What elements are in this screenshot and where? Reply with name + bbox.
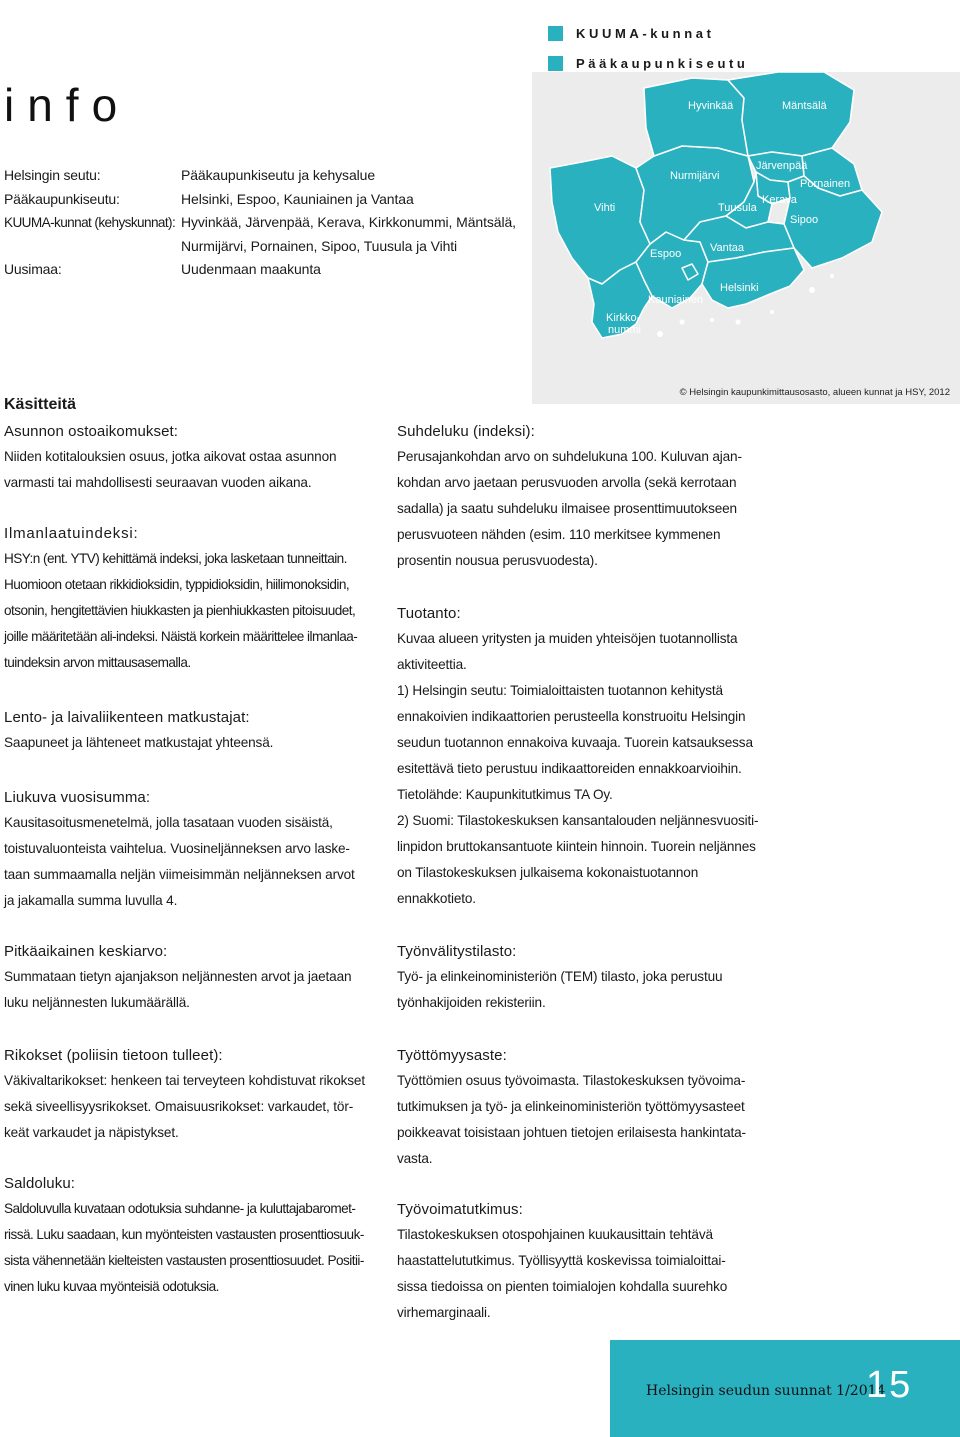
section-intro: Käsitteitä [4, 396, 77, 413]
body-line: luku neljännesten lukumäärällä. [4, 995, 190, 1010]
section-heading: Asunnon ostoaikomukset: [4, 423, 179, 440]
body-line: Perusajankohdan arvo on suhdelukuna 100. Kuluvan ajan- [397, 449, 742, 464]
section-heading: Työttömyysaste: [397, 1047, 507, 1064]
section-asunnon-ostoaikomukset [4, 420, 384, 496]
body-line: varmasti tai mahdollisesti seuraavan vuoden aikana. [4, 475, 312, 490]
map-label-kirkkonummi-2: nummi [608, 324, 642, 336]
section-liukuva-vuosisumma [4, 786, 384, 914]
section-tyonvalitystilasto [397, 940, 777, 1016]
section-body [397, 964, 777, 1016]
section-body [397, 444, 777, 574]
body-line: Huomioon otetaan rikkidioksidin, typpidioksidin, hiilimonoksidin, [4, 577, 350, 592]
body-line: ennakkotieto. [397, 891, 476, 906]
definition-desc: Helsinki, Espoo, Kauniainen ja Vantaa [181, 190, 414, 207]
body-line: tutkimuksen ja työ- ja elinkeinoministeriön työttömyysasteet [397, 1099, 745, 1114]
island [680, 320, 685, 325]
definition-row [4, 258, 544, 282]
section-body [397, 1068, 777, 1172]
page-footer [610, 1340, 960, 1437]
body-line: ennakoivien indikaattorien perusteella konstruoitu Helsingin [397, 709, 746, 724]
kasitteita-heading [4, 396, 384, 414]
section-body [4, 810, 384, 914]
map-label-sipoo: Sipoo [790, 214, 819, 226]
definition-term [4, 235, 181, 259]
definition-row [4, 164, 544, 188]
map-credit: © Helsingin kaupunkimittausosasto, alueen kunnat ja HSY, 2012 [679, 387, 950, 398]
body-line: sadalla) ja saatu suhdeluku ilmaisee prosenttimuutokseen [397, 501, 737, 516]
section-heading: Liukuva vuosisumma: [4, 789, 151, 806]
map-label-jarvenpaa: Järvenpää [756, 160, 808, 172]
body-line: sissa tiedoissa on pienten toimialojen kohdalla suurehko [397, 1279, 728, 1294]
map-label-tuusula: Tuusula [718, 202, 757, 214]
body-line: prosentin nousua perusvuodesta). [397, 553, 598, 568]
section-heading: Ilmanlaatuindeksi: [4, 525, 139, 542]
body-line: 2) Suomi: Tilastokeskuksen kansantalouden neljännesvuositi- [397, 813, 759, 828]
map-label-helsinki: Helsinki [720, 282, 759, 294]
region-definitions [4, 164, 544, 282]
section-tyovoimatutkimus [397, 1198, 777, 1326]
legend-item-kuuma [548, 18, 748, 48]
municipality-hyvinkaa [644, 78, 748, 156]
section-body [4, 1196, 384, 1300]
island [736, 320, 741, 325]
section-tuotanto [397, 602, 777, 912]
section-rikokset [4, 1044, 384, 1146]
section-heading: Lento- ja laivaliikenteen matkustajat: [4, 709, 250, 726]
section-heading: Rikokset (poliisin tietoon tulleet): [4, 1047, 223, 1064]
body-line: HSY:n (ent. YTV) kehittämä indeksi, joka lasketaan tunneittain. [4, 551, 347, 566]
map-label-hyvinkaa: Hyvinkää [688, 100, 734, 112]
section-heading: Pitkäaikainen keskiarvo: [4, 943, 168, 960]
municipality-mantsala [728, 72, 854, 156]
definition-row [4, 235, 544, 259]
page-title: info [4, 79, 131, 131]
body-line: perusvuoteen nähden (esim. 110 merkitsee kymmenen [397, 527, 721, 542]
body-line: ja jakamalla summa luvulla 4. [4, 893, 178, 908]
body-line: sekä siveellisyysrikokset. Omaisuusrikokset: varkaudet, tör- [4, 1099, 354, 1114]
page-number: 15 [866, 1364, 913, 1406]
map-label-nurmijarvi: Nurmijärvi [670, 170, 720, 182]
body-line: esitettävä tieto perustuu indikaattoreiden ennakkoarvioihin. [397, 761, 742, 776]
body-line: aktiviteettia. [397, 657, 467, 672]
island [710, 318, 714, 322]
section-saldoluku [4, 1172, 384, 1300]
body-line: poikkeavat toisistaan johtuen tietojen erilaisesta hankintata- [397, 1125, 746, 1140]
section-heading: Tuotanto: [397, 605, 461, 622]
legend-label: Pääkaupunkiseutu [576, 55, 749, 71]
definition-term: Uusimaa: [4, 261, 62, 277]
section-pitkaaikainen-keskiarvo [4, 940, 384, 1016]
definition-desc: Pääkaupunkiseutu ja kehysalue [181, 167, 376, 183]
section-heading: Saldoluku: [4, 1175, 76, 1192]
body-line: Kuvaa alueen yritysten ja muiden yhteisöjen tuotannollista [397, 631, 738, 646]
definition-term: Helsingin seutu: [4, 167, 101, 183]
body-line: on Tilastokeskuksen julkaisema kokonaistuotannon [397, 865, 699, 880]
body-line: toistuvaluonteista vaihtelua. Vuosineljänneksen arvo laske- [4, 841, 350, 856]
island [830, 274, 834, 278]
body-line: joille määritetään ali-indeksi. Näistä korkein määrittelee ilmanlaa- [4, 629, 358, 644]
map-label-pornainen: Pornainen [800, 178, 851, 190]
body-line: otsonin, hengitettävien hiukkasten ja pienhiukkasten pitoisuudet, [4, 603, 356, 618]
section-body [397, 626, 777, 912]
body-line: virhemarginaali. [397, 1305, 491, 1320]
body-line: Summataan tietyn ajanjakson neljännesten arvot ja jaetaan [4, 969, 352, 984]
section-body [4, 546, 384, 676]
map-label-mantsala: Mäntsälä [782, 100, 827, 112]
body-line: Tilastokeskuksen otospohjainen kuukausittain tehtävä [397, 1227, 713, 1242]
map-label-vihti: Vihti [594, 202, 616, 214]
section-tyottomyysaste [397, 1044, 777, 1172]
definition-term: Pääkaupunkiseutu: [4, 190, 120, 207]
body-line: seudun tuotannon ennakoiva kuvaaja. Tuorein katsauksessa [397, 735, 753, 750]
body-line: vinen luku kuvaa myönteisiä odotuksia. [4, 1279, 219, 1294]
section-body [4, 730, 384, 756]
body-line: 1) Helsingin seutu: Toimialoittaisten tuotannon kehitystä [397, 683, 723, 698]
region-map-shape [532, 72, 960, 404]
map-label-kirkkonummi-1: Kirkko- [606, 312, 641, 324]
section-lento-ja-laivaliikenne [4, 706, 384, 756]
body-line: Niiden kotitalouksien osuus, jotka aikovat ostaa asunnon [4, 449, 337, 464]
body-line: Tietolähde: Kaupunkitutkimus TA Oy. [397, 787, 613, 802]
section-heading: Työnvälitystilasto: [397, 943, 517, 960]
definition-row [4, 188, 544, 212]
legend-swatch-paakaupunkiseutu [548, 56, 563, 71]
island [770, 310, 774, 314]
map-label-kauniainen: Kauniainen [648, 294, 704, 306]
body-line: sista vähennetään kielteisten vastausten prosenttiosuudet. Positii- [4, 1253, 364, 1268]
map-label-vantaa: Vantaa [710, 242, 745, 254]
section-body [4, 1068, 384, 1146]
body-line: vasta. [397, 1151, 433, 1166]
body-line: Väkivaltarikokset: henkeen tai terveyteen kohdistuvat rikokset [4, 1073, 365, 1088]
publication-name: Helsingin seudun suunnat 1/2014 [646, 1383, 886, 1399]
body-line: Työttömien osuus työvoimasta. Tilastokeskuksen työvoima- [397, 1073, 746, 1088]
section-body [4, 444, 384, 496]
body-line: keät varkaudet ja näpistykset. [4, 1125, 179, 1140]
definition-desc: Nurmijärvi, Pornainen, Sipoo, Tuusula ja Vihti [181, 237, 458, 254]
region-map [532, 72, 960, 404]
body-line: tuindeksin arvon mittausasemalla. [4, 655, 191, 670]
body-line: Kausitasoitusmenetelmä, jolla tasataan vuoden sisäistä, [4, 815, 333, 830]
section-ilmanlaatuindeksi [4, 522, 384, 676]
section-body [4, 964, 384, 1016]
definition-desc: Hyvinkää, Järvenpää, Kerava, Kirkkonummi, Mäntsälä, [181, 214, 516, 230]
definition-row [4, 211, 544, 235]
body-line: rissä. Luku saadaan, kun myönteisten vastausten prosenttiosuuk- [4, 1227, 364, 1242]
body-line: linpidon bruttokansantuote kiintein hinnoin. Tuorein neljännes [397, 839, 756, 854]
legend-swatch-kuuma [548, 26, 563, 41]
map-label-espoo: Espoo [650, 248, 682, 260]
definition-desc: Uudenmaan maakunta [181, 261, 321, 277]
body-line: taan summaamalla neljän viimeisimmän neljänneksen arvot [4, 867, 355, 882]
section-heading: Suhdeluku (indeksi): [397, 423, 535, 440]
section-heading: Työvoimatutkimus: [397, 1201, 523, 1218]
body-line: haastattelututkimus. Työllisyyttä koskevissa toimialoittai- [397, 1253, 726, 1268]
body-line: Saldoluvulla kuvataan odotuksia suhdanne- ja kuluttajabaromet- [4, 1201, 356, 1216]
section-suhdeluku [397, 420, 777, 574]
island [657, 331, 663, 337]
map-legend [548, 18, 748, 78]
body-line: Saapuneet ja lähteneet matkustajat yhteensä. [4, 735, 274, 750]
island [809, 287, 815, 293]
body-line: Työ- ja elinkeinoministeriön (TEM) tilasto, joka perustuu [397, 969, 723, 984]
definition-term: KUUMA-kunnat (kehyskunnat): [4, 215, 176, 230]
section-body [397, 1222, 777, 1326]
body-line: työnhakijoiden rekisteriin. [397, 995, 546, 1010]
map-label-kerava: Kerava [762, 194, 797, 206]
body-line: kohdan arvo jaetaan perusvuoden arvolla (sekä kerrotaan [397, 475, 737, 490]
legend-label: KUUMA-kunnat [576, 25, 715, 41]
